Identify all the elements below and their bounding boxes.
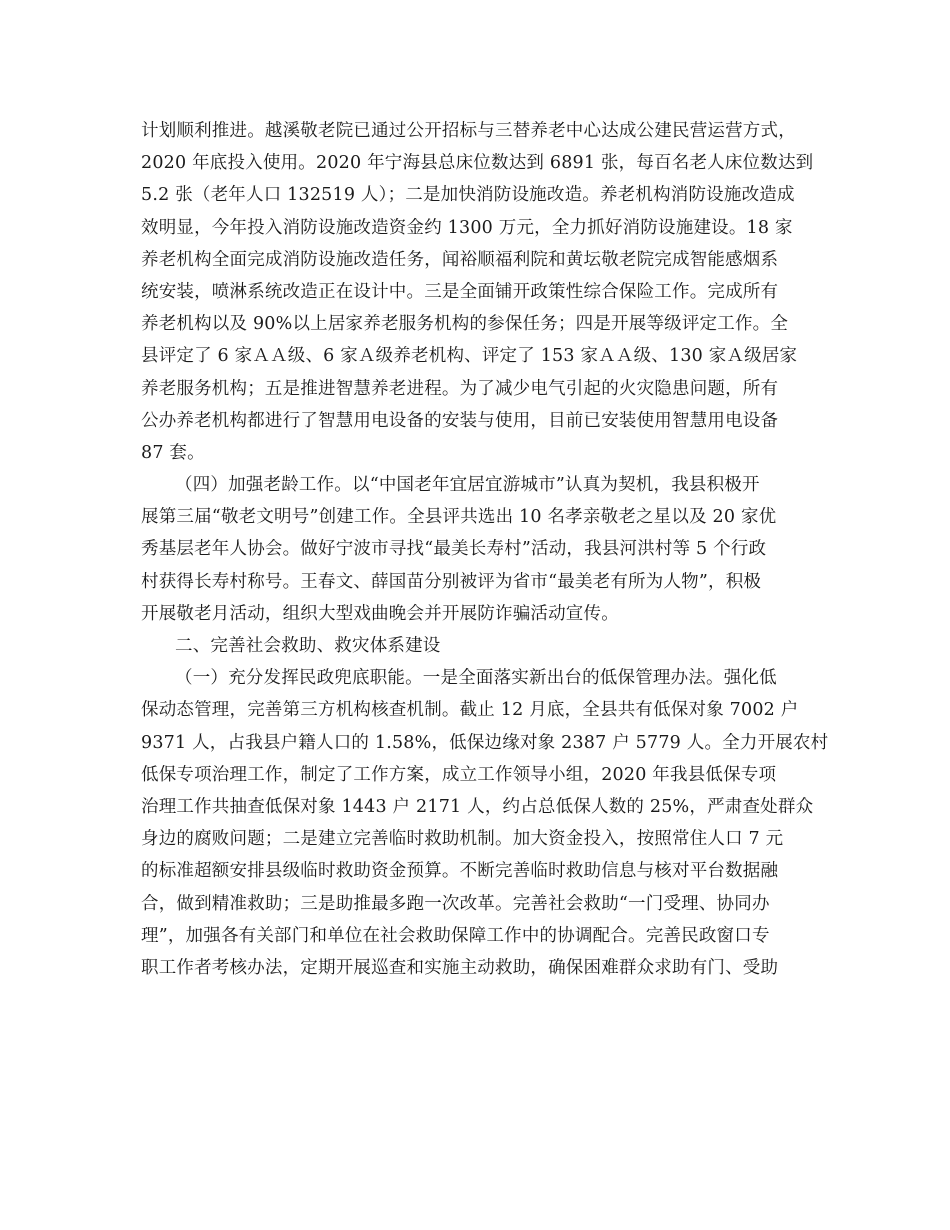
text-line: 村获得长寿村称号。王春文、薛国苗分别被评为省市“最美老有所为人物”，积极 xyxy=(141,571,762,592)
text-line: 治理工作共抽查低保对象 1443 户 2171 人，约占总低保人数的 25%，严肃查处群众 xyxy=(141,796,814,817)
paragraph-start-line: （四）加强老龄工作。以“中国老年宜居宜游城市”认真为契机，我县积极开 xyxy=(175,475,760,496)
text-line: 2020 年底投入使用。2020 年宁海县总床位数达到 6891 张，每百名老人床位数达到 xyxy=(141,153,814,174)
text-line: 县评定了 6 家ＡＡ级、6 家Ａ级养老机构、评定了 153 家ＡＡ级、130 家Ａ级居家 xyxy=(141,346,798,367)
text-line: 养老服务机构；五是推进智慧养老进程。为了减少电气引起的火灾隐患问题，所有 xyxy=(141,378,779,399)
text-line: 秀基层老年人协会。做好宁波市寻找“最美长寿村”活动，我县河洪村等 5 个行政 xyxy=(141,539,767,560)
text-line: 养老机构全面完成消防设施改造任务，闻裕顺福利院和黄坛敬老院完成智能感烟系 xyxy=(141,249,779,270)
document-body xyxy=(141,115,829,984)
text-line: 展第三届“敬老文明号”创建工作。全县评共选出 10 名孝亲敬老之星以及 20 家优 xyxy=(141,507,777,528)
text-line: 9371 人，占我县户籍人口的 1.58%，低保边缘对象 2387 户 5779 人。全力开展农村 xyxy=(141,732,829,753)
text-line: 效明显，今年投入消防设施改造资金约 1300 万元，全力抓好消防设施建设。18 家 xyxy=(141,217,793,238)
text-line: 计划顺利推进。越溪敬老院已通过公开招标与三替养老中心达成公建民营运营方式， xyxy=(141,121,796,141)
text-line: 低保专项治理工作，制定了工作方案，成立工作领导小组，2020 年我县低保专项 xyxy=(141,764,777,785)
text-line: 87 套。 xyxy=(141,442,205,463)
text-line: 理”，加强各有关部门和单位在社会救助保障工作中的协调配合。完善民政窗口专 xyxy=(141,925,770,946)
text-line: 保动态管理，完善第三方机构核查机制。截止 12 月底，全县共有低保对象 7002 户 xyxy=(141,700,799,721)
text-line: 5.2 张（老年人口 132519 人）；二是加快消防设施改造。养老机构消防设施改造成 xyxy=(141,185,795,206)
section-heading: 二、完善社会救助、救灾体系建设 xyxy=(175,636,441,656)
text-line: 职工作者考核办法，定期开展巡查和实施主动救助，确保困难群众求助有门、受助 xyxy=(141,957,779,978)
text-line: 养老机构以及 90%以上居家养老服务机构的参保任务；四是开展等级评定工作。全 xyxy=(141,314,789,335)
paragraph-start-line: （一）充分发挥民政兜底职能。一是全面落实新出台的低保管理办法。强化低 xyxy=(175,668,777,689)
text-line: 统安装，喷淋系统改造正在设计中。三是全面铺开政策性综合保险工作。完成所有 xyxy=(141,281,779,302)
text-line: 公办养老机构都进行了智慧用电设备的安装与使用，目前已安装使用智慧用电设备 xyxy=(141,410,779,431)
text-line: 开展敬老月活动，组织大型戏曲晚会并开展防诈骗活动宣传。 xyxy=(141,603,619,624)
text-line: 身边的腐败问题；二是建立完善临时救助机制。加大资金投入，按照常住人口 7 元 xyxy=(141,829,784,850)
text-line: 合，做到精准救助；三是助推最多跑一次改革。完善社会救助“一门受理、协同办 xyxy=(141,893,770,914)
text-line: 的标准超额安排县级临时救助资金预算。不断完善临时救助信息与核对平台数据融 xyxy=(141,861,779,882)
